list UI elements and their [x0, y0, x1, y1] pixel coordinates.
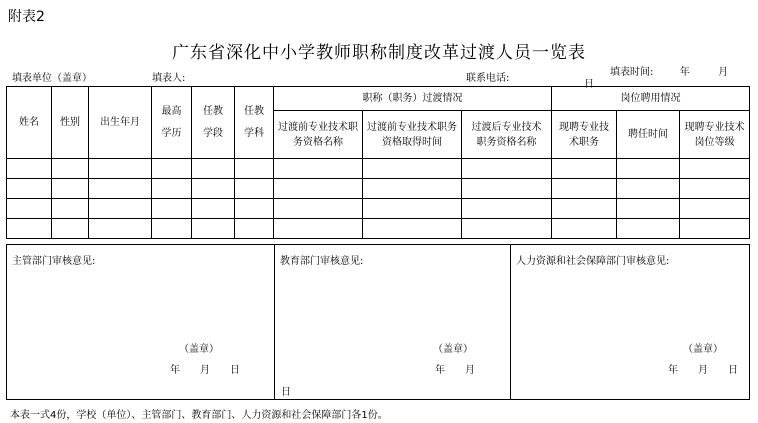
cell[interactable]	[152, 159, 192, 179]
cell[interactable]	[192, 219, 235, 239]
header-current-post-text: 现聘专业技术职务	[559, 121, 610, 148]
hr-opinion-cell[interactable]	[511, 245, 750, 400]
fill-time-month: 月	[718, 67, 729, 78]
cell[interactable]	[235, 219, 274, 239]
edu-opinion-label: 教育部门审核意见:	[280, 256, 364, 267]
cell[interactable]	[235, 179, 274, 199]
cell[interactable]	[89, 159, 152, 179]
header-post-employment: 岗位聘用情况	[552, 87, 750, 111]
cell[interactable]	[680, 199, 750, 219]
cell[interactable]	[462, 179, 552, 199]
table-row	[7, 179, 750, 199]
cell[interactable]	[7, 219, 52, 239]
dept-date	[170, 361, 240, 376]
header-subject-text: 任教学科	[244, 105, 264, 139]
header-post-level-text: 现聘专业技术岗位等级	[684, 121, 745, 148]
header-before-title-time	[363, 111, 462, 159]
opinions-table	[6, 244, 750, 400]
cell[interactable]	[363, 179, 462, 199]
header-gender: 性别	[52, 87, 89, 159]
fill-time-day: 日	[584, 79, 594, 90]
page-title: 广东省深化中小学教师职称制度改革过渡人员一览表	[172, 43, 586, 63]
cell[interactable]	[552, 199, 617, 219]
cell[interactable]	[7, 179, 52, 199]
filling-unit-label: 填表单位（盖章）	[12, 73, 92, 84]
header-before-title-name-text: 过渡前专业技术职务资格名称	[278, 121, 358, 148]
cell[interactable]	[462, 219, 552, 239]
header-birth: 出生年月	[89, 87, 152, 159]
cell[interactable]	[52, 199, 89, 219]
cell[interactable]	[552, 179, 617, 199]
header-name: 姓名	[7, 87, 52, 159]
cell[interactable]	[192, 159, 235, 179]
cell[interactable]	[680, 159, 750, 179]
dept-opinion-cell[interactable]	[7, 245, 275, 400]
header-title-transition: 职称（职务）过渡情况	[274, 87, 552, 111]
cell[interactable]	[52, 179, 89, 199]
hr-date-month: 月	[698, 365, 708, 376]
hr-date-year: 年	[668, 365, 678, 376]
hr-seal-label: （盖章）	[683, 344, 723, 355]
edu-date-year: 年	[435, 365, 445, 376]
edu-opinion-cell[interactable]	[275, 245, 511, 400]
cell[interactable]	[363, 199, 462, 219]
table-row	[7, 199, 750, 219]
cell[interactable]	[192, 199, 235, 219]
header-before-title-time-text: 过渡前专业技术职务资格取得时间	[367, 121, 457, 148]
cell[interactable]	[680, 219, 750, 239]
header-before-title-name	[274, 111, 363, 159]
cell[interactable]	[152, 199, 192, 219]
filler-label: 填表人:	[152, 73, 186, 84]
cell[interactable]	[274, 159, 363, 179]
cell[interactable]	[363, 159, 462, 179]
cell[interactable]	[89, 179, 152, 199]
header-education-text: 最高学历	[161, 105, 182, 139]
table-row	[7, 159, 750, 179]
cell[interactable]	[617, 199, 680, 219]
hr-date	[668, 361, 738, 376]
cell[interactable]	[363, 219, 462, 239]
cell[interactable]	[7, 159, 52, 179]
cell[interactable]	[89, 199, 152, 219]
cell[interactable]	[462, 159, 552, 179]
cell[interactable]	[274, 219, 363, 239]
dept-date-month: 月	[200, 365, 210, 376]
cell[interactable]	[52, 159, 89, 179]
cell[interactable]	[7, 199, 52, 219]
table-row	[7, 219, 750, 239]
cell[interactable]	[152, 219, 192, 239]
edu-date-day: 日	[281, 387, 291, 398]
header-education	[152, 87, 192, 159]
header-stage	[192, 87, 235, 159]
cell[interactable]	[235, 159, 274, 179]
cell[interactable]	[552, 159, 617, 179]
header-stage-text: 任教学段	[203, 105, 223, 139]
header-after-title-name-text: 过渡后专业技术职务资格名称	[471, 121, 542, 148]
dept-date-year: 年	[170, 365, 180, 376]
cell[interactable]	[274, 179, 363, 199]
cell[interactable]	[617, 219, 680, 239]
cell[interactable]	[192, 179, 235, 199]
dept-date-day: 日	[230, 365, 240, 376]
header-post-level	[680, 111, 750, 159]
hr-opinion-label: 人力资源和社会保障部门审核意见:	[516, 256, 670, 267]
cell[interactable]	[274, 199, 363, 219]
fill-time-year: 年	[679, 67, 690, 78]
cell[interactable]	[617, 179, 680, 199]
cell[interactable]	[152, 179, 192, 199]
header-after-title-name	[462, 111, 552, 159]
cell[interactable]	[89, 219, 152, 239]
footnote: 本表一式4份，学校（单位）、主管部门、教育部门、人力资源和社会保障部门各1份。	[10, 410, 388, 421]
fill-time-label	[610, 63, 728, 78]
cell[interactable]	[552, 219, 617, 239]
edu-date	[435, 361, 475, 376]
personnel-table	[6, 86, 750, 239]
header-appoint-time: 聘任时间	[617, 111, 680, 159]
header-subject	[235, 87, 274, 159]
cell[interactable]	[617, 159, 680, 179]
annex-label: 附表2	[8, 9, 45, 25]
cell[interactable]	[462, 199, 552, 219]
dept-opinion-label: 主管部门审核意见:	[12, 256, 96, 267]
edu-seal-label: （盖章）	[433, 344, 473, 355]
phone-label: 联系电话:	[466, 73, 510, 84]
cell[interactable]	[680, 179, 750, 199]
hr-date-day: 日	[728, 365, 738, 376]
dept-seal-label: （盖章）	[179, 344, 219, 355]
cell[interactable]	[235, 199, 274, 219]
cell[interactable]	[52, 219, 89, 239]
fill-time-text: 填表时间:	[610, 67, 654, 78]
edu-date-month: 月	[465, 365, 475, 376]
header-current-post	[552, 111, 617, 159]
